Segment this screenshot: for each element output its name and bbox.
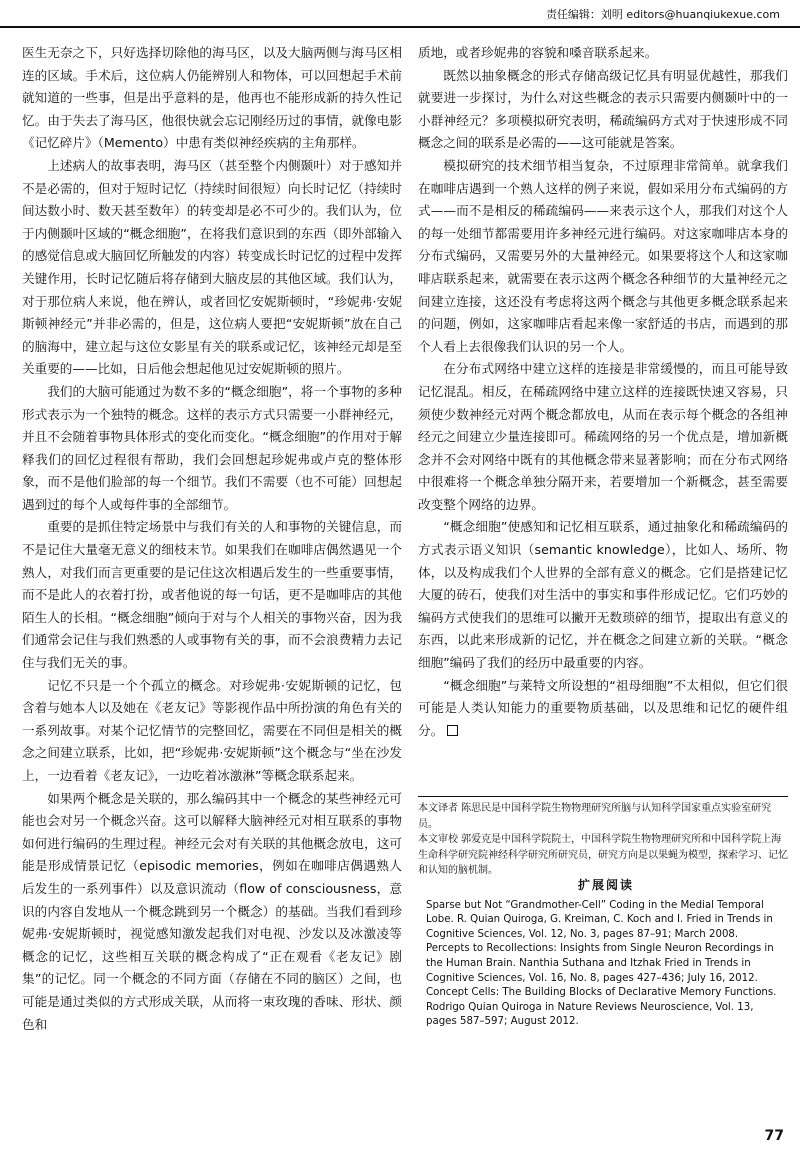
paragraph: 既然以抽象概念的形式存储高级记忆具有明显优越性，那我们就要进一步探讨，为什么对这些概念的表示只需要内侧颞叶中的一小群神经元？多项模拟研究表明，稀疏编码方式对于快速形成不同概念之间的联系是必需的——这可能就是答案。 [418,67,788,151]
paragraph-last [418,675,788,743]
reference-item: Sparse but Not “Grandmother-Cell” Coding in the Medial Temporal Lobe. R. Quian Quiroga, G. Kreiman, C. Koch and I. Fried in Trends in Cognitive Sciences, Vol. 12, No. 3, pages 87–91; March 2008. [426,899,773,940]
paragraph: 在分布式网络中建立这样的连接是非常缓慢的，而且可能导致记忆混乱。相反，在稀疏网络中建立这样的连接既快速又容易，只须使少数神经元对两个概念都放电，从而在表示每个概念的各组神经元之间建立少量连接即可。稀疏网络的另一个优点是，增加新概念并不会对网络中既有的其他概念带来显著影响；而在分布式网络中很难将一个概念单独分隔开来，若要增加一个新概念，甚至需要改变整个网络的边界。 [418,361,788,512]
header-rule [0,26,800,28]
author-notes [418,796,788,879]
reviewer-note: 本文审校 郭爱克是中国科学院院士，中国科学院生物物理研究所和中国科学院上海生命科学研究院神经科学研究所研究员，研究方向是以果蝇为模型，探索学习、记忆和认知的脑机制。 [418,834,788,876]
reference-item: Concept Cells: The Building Blocks of Declarative Memory Functions. Rodrigo Quian Quiroga in Nature Reviews Neuroscience, Vol. 13, pages 587–597; August 2012. [426,987,777,1028]
paragraph-text: “概念细胞”与莱特文所设想的“祖母细胞”不太相似，但它们很可能是人类认知能力的重要物质基础，以及思维和记忆的硬件组分。 [418,677,788,738]
paragraph: 重要的是抓住特定场景中与我们有关的人和事物的关键信息，而不是记住大量毫无意义的细枝末节。如果我们在咖啡店偶然遇见一个熟人，对我们而言更重要的是记住这次相遇后发生的一些重要事情，而不是此人的衣着打扮，或者他说的每一句话，更不是咖啡店的其他陌生人的长相。“概念细胞”倾向于对与个人相关的事物兴奋，因为我们通常会记住与我们熟悉的人或事物有关的事，而不会浪费精力去记住与我们无关的事。 [22,519,402,671]
reference-list [426,899,786,1030]
end-mark-icon [447,725,458,736]
paragraph: 上述病人的故事表明，海马区（甚至整个内侧颞叶）对于感知并不是必需的，但对于短时记忆（持续时间很短）向长时记忆（持续时间达数小时、数天甚至数年）的转变却是必不可少的。我们认为，位于内侧颞叶区域的“概念细胞”，在将我们意识到的东西（即外部输入的感觉信息或大脑回忆所触发的内容）转变成长时记忆的过程中发挥关键作用，长时记忆随后将存储到大脑皮层的其他区域。我们认为，对于那位病人来说，他在辨认，或者回忆安妮斯顿时，“珍妮弗·安妮斯顿神经元”并非必需的，但是，这位病人要把“安妮斯顿”放在自己的脑海中，建立起与这位女影星有关的联系或记忆，该神经元却是至关重要的——比如，日后他会想起他见过安妮斯顿的照片。 [22,157,402,377]
further-reading [418,878,794,1030]
page-header [0,0,800,30]
paragraph: 记忆不只是一个个孤立的概念。对珍妮弗·安妮斯顿的记忆，包含着与她本人以及她在《老友记》等影视作品中所扮演的角色有关的一系列故事。对某个记忆情节的完整回忆，需要在不同但是相关的概念之间建立联系，比如，把“珍妮弗·安妮斯顿”这个概念与“坐在沙发上，一边看着《老友记》，一边吃着冰激淋”等概念联系起来。 [22,677,402,783]
left-column [22,42,402,1036]
right-column [418,42,788,742]
paragraph: “概念细胞”使感知和记忆相互联系，通过抽象化和稀疏编码的方式表示语义知识（semantic knowledge），比如人、场所、物体，以及构成我们个人世界的全部有意义的概念。它们是搭建记忆大厦的砖石，使我们对生活中的事实和事件形成记忆。它们巧妙的编码方式使我们的思维可以撇开无数琐碎的细节，提取出有意义的东西，以此来形成新的记忆，并在概念之间建立新的关联。“概念细胞”编码了我们的经历中最重要的内容。 [418,519,788,671]
translator-note: 本文译者 陈思民是中国科学院生物物理研究所脑与认知科学国家重点实验室研究员。 [418,803,772,830]
paragraph: 我们的大脑可能通过为数不多的“概念细胞”，将一个事物的多种形式表示为一个独特的概念。这样的表示方式只需要一小群神经元，并且不会随着事物具体形式的变化而变化。“概念细胞”的作用对于解释我们的回忆过程很有帮助，我们会回想起珍妮弗或卢克的整体形象，而不是他们脸部的每一个细节。我们不需要（也不可能）回想起遇到过的每个人或每件事的全部细节。 [22,383,402,512]
reference-item: Percepts to Recollections: Insights from Single Neuron Recordings in the Human Brain. Nanthia Suthana and Itzhak Fried in Trends in Cognitive Sciences, Vol. 16, No. 8, pages 427–436; July 16, 2012. [426,943,774,984]
page-number: 77 [764,1128,784,1144]
paragraph: 模拟研究的技术细节相当复杂，不过原理非常简单。就拿我们在咖啡店遇到一个熟人这样的例子来说，假如采用分布式编码的方式——而不是相反的稀疏编码——来表示这个人，那我们对这个人的每一处细节都需要用许多神经元进行编码。对这家咖啡店本身的分布式编码，又需要另外的大量神经元。如果要将这个人和这家咖啡店联系起来，就需要在表示这两个概念各种细节的大量神经元之间建立连接，这还没有考虑将这两个概念与其他更多概念联系起来的问题，例如，这家咖啡店看起来像一家舒适的书店，而遇到的那个人看上去很像我们认识的另一个人。 [418,157,788,354]
further-reading-title: 扩展阅读 [577,878,634,892]
paragraph: 质地，或者珍妮弗的容貌和嗓音联系起来。 [418,45,658,60]
editor-credit: 责任编辑：刘明 editors@huanqiukexue.com [545,8,780,21]
paragraph: 如果两个概念是关联的，那么编码其中一个概念的某些神经元可能也会对另一个概念兴奋。这可以解释大脑神经元对相互联系的事物如何进行编码的生理过程。神经元会对有关联的其他概念放电，这可能是形成情景记忆（episodic memories，例如在咖啡店偶遇熟人后发生的一系列事件）以及意识流动（flow of consciousness，意识的内容自发地从一个概念跳到另一个概念）的基础。当我们看到珍妮弗·安妮斯顿时，视觉感知激发起我们对电视、沙发以及冰激凌等概念的记忆，这些相互关联的概念构成了“正在观看《老友记》剧集”的记忆。同一个概念的不同方面（存储在不同的脑区）之间，也可能是通过类似的方式形成关联，从而将一束玫瑰的香味、形状、颜色和 [22,790,402,1032]
paragraph: 医生无奈之下，只好选择切除他的海马区，以及大脑两侧与海马区相连的区域。手术后，这位病人仍能辨别人和物体，可以回想起手术前就知道的一些事，但是出乎意料的是，他再也不能形成新的持久性记忆。由于失去了海马区，他很快就会忘记刚经历过的事情，就像电影《记忆碎片》（Memento）中患有类似神经疾病的主角那样。 [22,45,402,151]
